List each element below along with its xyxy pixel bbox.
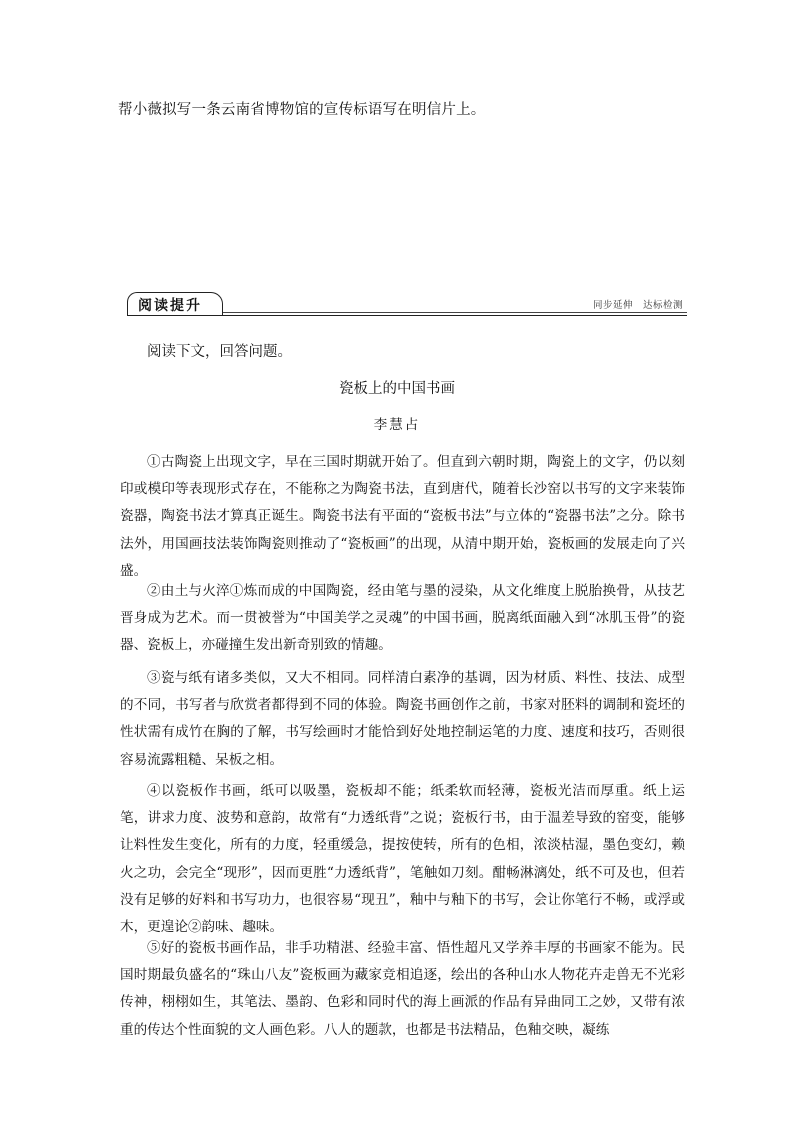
article-author: 李慧占 (373, 417, 421, 433)
article-paragraph-1: ①古陶瓷上出现文字，早在三国时期就开始了。但直到六朝时期，陶瓷上的文字，仍以刻印或模印等表现形式存在，不能称之为陶瓷书法，直到唐代，随着长沙窑以书写的文字来装饰瓷器，陶瓷书法才算真正诞生。陶瓷书法有平面的“瓷板书法”与立体的“瓷器书法”之分。除书法外，用国画技法装饰陶瓷则推动了“瓷板画”的出现，从清中期开始，瓷板画的发展走向了兴盛。 (120, 454, 685, 579)
section-title: 阅读提升 (138, 298, 202, 314)
section-title-tab (127, 292, 223, 316)
section-tagline: 同步延伸 达标检测 (592, 300, 683, 311)
article-paragraph-4: ④以瓷板作书画，纸可以吸墨，瓷板却不能；纸柔软而轻薄，瓷板光洁而厚重。纸上运笔，讲求力度、波势和意韵，故常有“力透纸背”之说；瓷板行书，由于温差导致的窑变，能够让料性发生变化，所有的力度，轻重缓急，提按使转，所有的色相，浓淡枯湿，墨色变幻，赖火之功，会完全“现形”，因而更胜“力透纸背”，笔触如刀刻。酣畅淋漓处，纸不可及也，但若没有足够的好料和书写功力，也很容易“现丑”，釉中与釉下的书写，会让你笔行不畅，或浮或木，更遑论②韵味、趣味。 (120, 783, 685, 936)
article-paragraph-3: ③瓷与纸有诸多类似，又大不相同。同样清白素净的基调，因为材质、料性、技法、成型的不同，书写者与欣赏者都得到不同的体验。陶瓷书画创作之前，书家对胚料的调制和瓷坯的性状需有成竹在胸的了解，书写绘画时才能恰到好处地控制运笔的力度、速度和技巧，否则很容易流露粗糙、呆板之相。 (120, 670, 685, 768)
article-title: 瓷板上的中国书画 (339, 381, 455, 397)
writing-prompt: 帮小薇拟写一条云南省博物馆的宣传标语写在明信片上。 (118, 102, 486, 118)
article-paragraph-5: ⑤好的瓷板书画作品，非手功精湛、经验丰富、悟性超凡又学养丰厚的书画家不能为。民国时期最负盛名的“珠山八友”瓷板画为藏家竞相追逐，绘出的各种山水人物花卉走兽无不光彩传神，栩栩如生，其笔法、墨韵、色彩和同时代的海上画派的作品有异曲同工之妙，又带有浓重的传达个性面貌的文人画色彩。八人的题款，也都是书法精品，色釉交映，凝练 (120, 940, 685, 1038)
article-paragraph-2: ②由土与火淬①炼而成的中国陶瓷，经由笔与墨的浸染，从文化维度上脱胎换骨，从技艺晋身成为艺术。而一贯被誉为“中国美学之灵魂”的中国书画，脱离纸面融入到“冰肌玉骨”的瓷器、瓷板上，亦碰撞生发出新奇别致的情趣。 (120, 583, 685, 654)
reading-instruction: 阅读下文，回答问题。 (147, 344, 292, 360)
header-divider (127, 315, 687, 316)
section-header (127, 292, 687, 318)
header-divider-thin (223, 312, 687, 313)
